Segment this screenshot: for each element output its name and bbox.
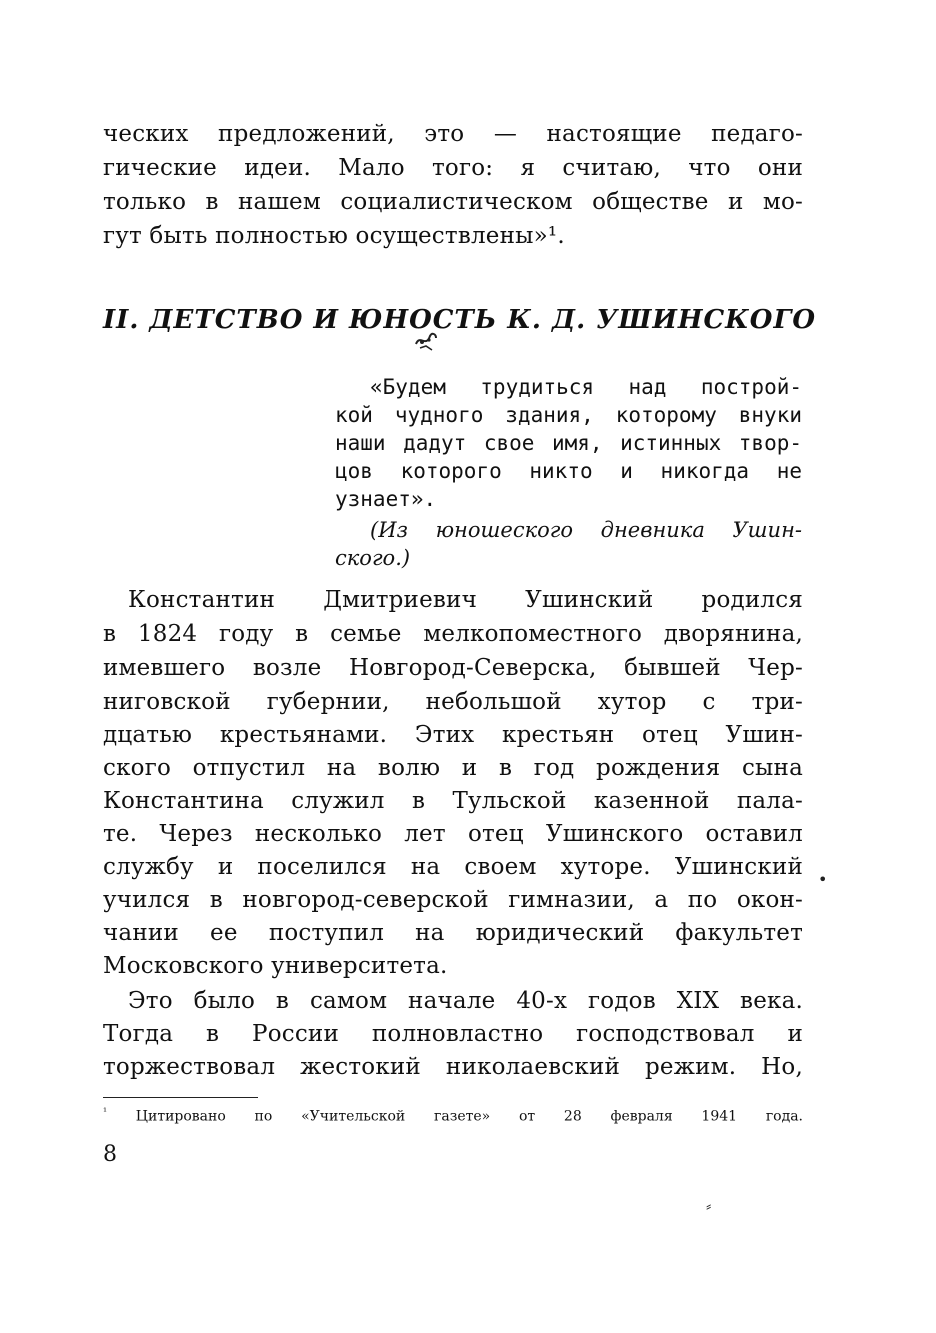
text-line: ниговской губернии, небольшой хутор с три- — [103, 689, 803, 715]
page-number: 8 — [103, 1142, 117, 1167]
footnote-text: Цитировано по «Учительской газете» от 28 февраля 1941 года. — [135, 1108, 804, 1125]
text-line: Константина служил в Тульской казенной пала- — [103, 788, 803, 814]
text-line: Константин Дмитриевич Ушинский родился — [128, 587, 803, 613]
epigraph-line: «Будем трудиться над построй- — [370, 375, 802, 399]
scan-speck: • — [818, 870, 828, 889]
text-line: только в нашем социалистическом обществе и мо- — [103, 189, 803, 215]
text-line: те. Через несколько лет отец Ушинского оставил — [103, 821, 803, 847]
text-line: гические идеи. Мало того: я считаю, что они — [103, 155, 803, 181]
text-line: ского отпустил на волю и в год рождения сына — [103, 755, 803, 781]
epigraph-line: наши дадут свое имя, истинных твор- — [335, 431, 802, 455]
text-line: Тогда в России полновластно господствовал и — [103, 1021, 803, 1047]
epigraph-source: ского.) — [335, 546, 411, 570]
text-line: в 1824 году в семье мелкопоместного дворянина, — [103, 621, 803, 647]
footnote — [103, 1103, 803, 1127]
epigraph-line: узнает». — [335, 487, 437, 511]
ornament-icon — [412, 326, 440, 361]
text-line: чании ее поступил на юридический факультет — [103, 920, 803, 946]
scan-speck: ⸗ — [706, 1196, 712, 1215]
text-line: Московского университета. — [103, 953, 448, 979]
text-line: имевшего возле Новгород-Северска, бывшей Чер- — [103, 655, 803, 681]
text-line: гут быть полностью осуществлены»¹. — [103, 223, 565, 249]
text-line: учился в новгород-северской гимназии, а по окон- — [103, 887, 803, 913]
chapter-heading: II. ДЕТСТВО И ЮНОСТЬ К. Д. УШИНСКОГО — [103, 305, 817, 335]
text-line: дцатью крестьянами. Этих крестьян отец Ушин- — [103, 722, 803, 748]
text-line: торжествовал жестокий николаевский режим. Но, — [103, 1054, 803, 1080]
footnote-rule — [103, 1097, 258, 1098]
text-line: ческих предложений, это — настоящие педаго- — [103, 121, 803, 147]
text-line: Это было в самом начале 40-х годов XIX века. — [128, 988, 803, 1014]
epigraph-source: (Из юношеского дневника Ушин- — [370, 518, 802, 542]
epigraph-line: кой чудного здания, которому внуки — [335, 403, 802, 427]
footnote-marker: ¹ — [103, 1107, 108, 1118]
text-line: службу и поселился на своем хуторе. Ушинский — [103, 854, 803, 880]
epigraph-line: цов которого никто и никогда не — [335, 459, 802, 483]
